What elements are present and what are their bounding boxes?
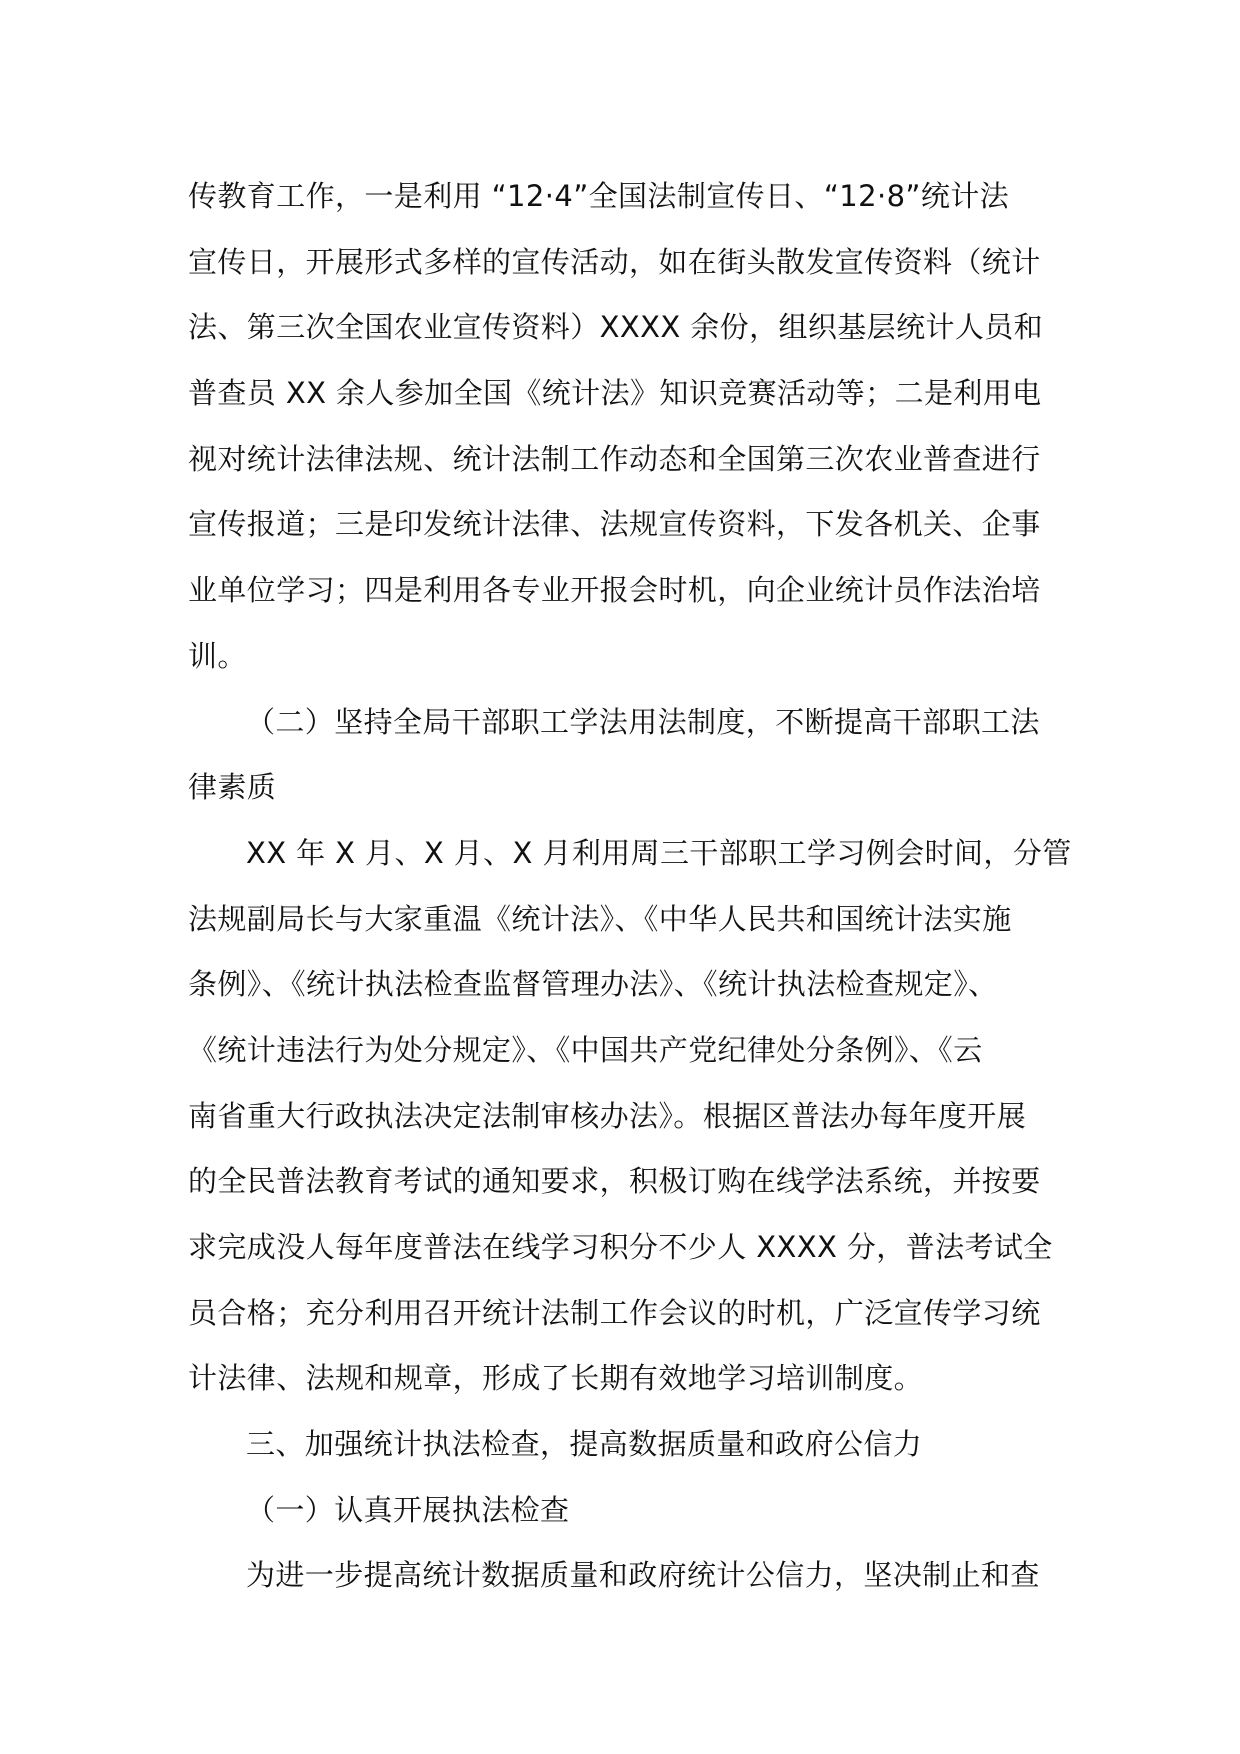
paragraph-line: XX 年 X 月、X 月、X 月利用周三干部职工学习例会时间，分管: [246, 835, 1072, 870]
paragraph-line: 《统计违法行为处分规定》、《中国共产党纪律处分条例》、《云: [188, 1032, 983, 1067]
paragraph-line: 求完成没人每年度普法在线学习积分不少人 XXXX 分，普法考试全: [188, 1230, 1053, 1264]
paragraph-line: 条例》、《统计执法检查监督管理办法》、《统计执法检查规定》、: [188, 967, 998, 1002]
paragraph-line: 业单位学习；四是利用各专业开报会时机，向企业统计员作法治培: [188, 573, 1041, 608]
document-body: [188, 164, 1072, 1609]
paragraph-line: 南省重大行政执法决定法制审核办法》。根据区普法办每年度开展: [188, 1098, 1027, 1133]
section-heading: （一）认真开展执法检查: [246, 1492, 570, 1527]
paragraph-line: 为进一步提高统计数据质量和政府统计公信力，坚决制止和查: [246, 1558, 1040, 1593]
paragraph-line: 法、第三次全国农业宣传资料）XXXX 余份，组织基层统计人员和: [188, 310, 1044, 345]
paragraph-line: 训。: [188, 638, 247, 673]
section-heading-continued: 律素质: [188, 770, 277, 805]
paragraph-line: 普查员 XX 余人参加全国《统计法》知识竞赛活动等；二是利用电: [188, 376, 1042, 411]
paragraph-line: 员合格；充分利用召开统计法制工作会议的时机，广泛宣传学习统: [188, 1295, 1041, 1330]
paragraph-line: 传教育工作，一是利用 “12·4”全国法制宣传日、“12·8”统计法: [188, 179, 1010, 213]
section-heading: （二）坚持全局干部职工学法用法制度，不断提高干部职工法: [246, 704, 1040, 739]
paragraph-line: 宣传报道；三是印发统计法律、法规宣传资料，下发各机关、企事: [188, 507, 1041, 542]
paragraph-line: 宣传日，开展形式多样的宣传活动，如在街头散发宣传资料（统计: [188, 244, 1041, 279]
paragraph-line: 法规副局长与大家重温《统计法》、《中华人民共和国统计法实施: [188, 901, 1012, 936]
paragraph-line: 计法律、法规和规章，形成了长期有效地学习培训制度。: [188, 1361, 924, 1396]
paragraph-line: 视对统计法律法规、统计法制工作动态和全国第三次农业普查进行: [188, 441, 1041, 476]
paragraph-line: 的全民普法教育考试的通知要求，积极订购在线学法系统，并按要: [188, 1164, 1041, 1199]
chapter-heading: 三、加强统计执法检查，提高数据质量和政府公信力: [246, 1427, 923, 1462]
